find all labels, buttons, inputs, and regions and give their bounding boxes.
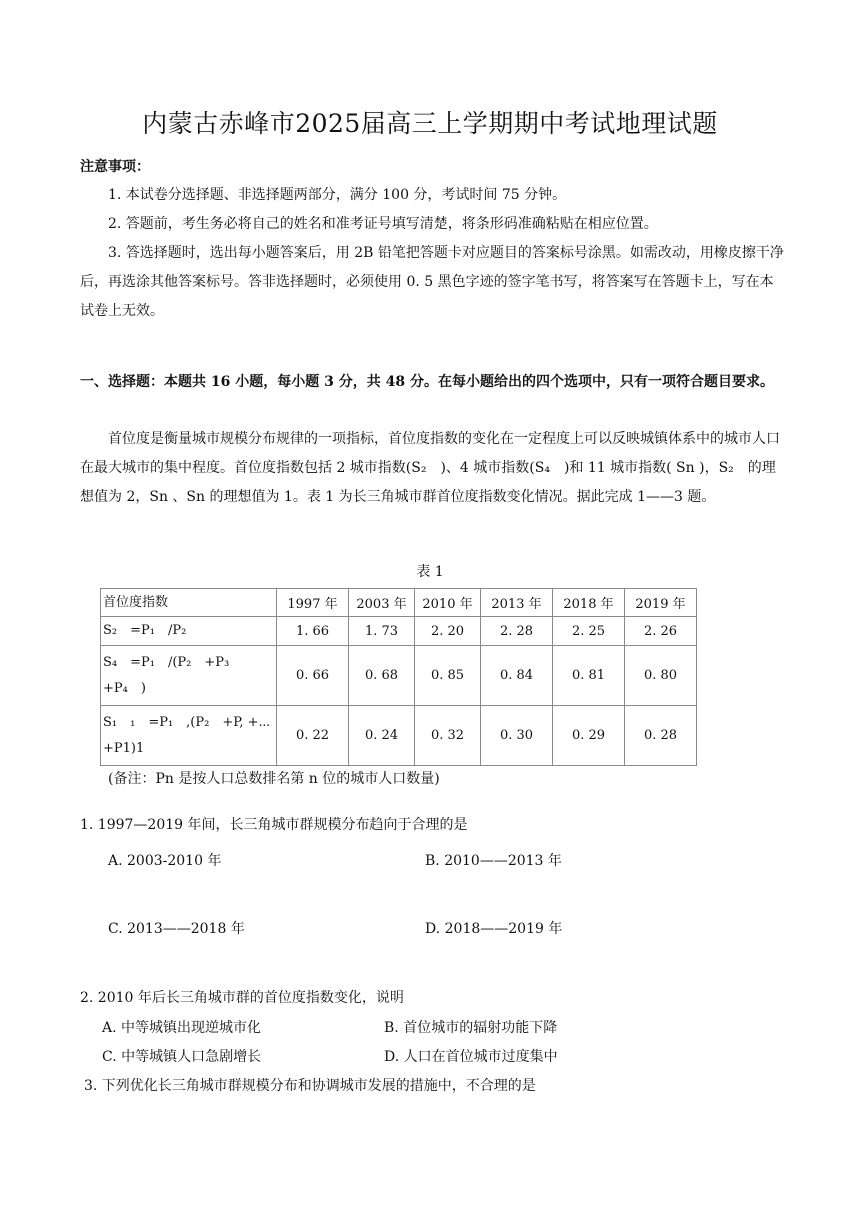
page-title: 内蒙古赤峰市2025届高三上学期期中考试地理试题 <box>142 109 718 138</box>
table-header-cell: 2018 年 <box>553 589 625 617</box>
table-cell: 0. 81 <box>553 646 625 706</box>
table-header-cell: 2019 年 <box>625 589 697 617</box>
table-cell: 0. 30 <box>481 706 553 766</box>
table-cell: 0. 85 <box>415 646 481 706</box>
note-item-2: 2. 答题前，考生务必将自己的姓名和准考证号填写清楚，将条形码准确粘贴在相应位置。 <box>108 216 658 232</box>
table-row <box>101 706 697 766</box>
table-cell: 0. 68 <box>349 646 415 706</box>
notes-heading: 注意事项： <box>80 159 150 175</box>
question-1-option-d: D. 2018——2019 年 <box>425 921 563 937</box>
question-2-option-d: D. 人口在首位城市过度集中 <box>384 1049 558 1065</box>
table-cell: 2. 28 <box>481 617 553 646</box>
table-cell: 0. 66 <box>277 646 349 706</box>
table-cell: 0. 80 <box>625 646 697 706</box>
table-header-cell: 2003 年 <box>349 589 415 617</box>
table-cell: 0. 28 <box>625 706 697 766</box>
table-cell: 0. 29 <box>553 706 625 766</box>
data-table <box>100 588 697 766</box>
table-cell: 0. 32 <box>415 706 481 766</box>
table-note: (备注：Pn 是按人口总数排名第 n 位的城市人口数量) <box>108 771 440 787</box>
question-2-option-a: A. 中等城镇出现逆城市化 <box>102 1020 262 1036</box>
table-cell: 2. 26 <box>625 617 697 646</box>
table-cell: 1. 66 <box>277 617 349 646</box>
table-cell: 0. 24 <box>349 706 415 766</box>
question-1-option-a: A. 2003-2010 年 <box>108 853 222 869</box>
section-heading: 一、选择题：本题共 16 小题，每小题 3 分，共 48 分。在每小题给出的四个选项中，只有一项符合题目要求。 <box>80 374 774 390</box>
question-1-option-c: C. 2013——2018 年 <box>108 921 245 937</box>
table-cell: 0. 22 <box>277 706 349 766</box>
question-3-stem: 3. 下列优化长三角城市群规模分布和协调城市发展的措施中，不合理的是 <box>84 1078 536 1094</box>
table-header-cell: 2010 年 <box>415 589 481 617</box>
row-label: S₂ =P₁ /P₂ <box>101 617 277 646</box>
table-header-cell: 1997 年 <box>277 589 349 617</box>
table-cell: 2. 20 <box>415 617 481 646</box>
table-cell: 2. 25 <box>553 617 625 646</box>
question-2-option-c: C. 中等城镇人口急剧增长 <box>102 1049 262 1065</box>
note-item-3: 3. 答选择题时，选出每小题答案后，用 2B 铅笔把答题卡对应题目的答案标号涂黑。如需改动，用橡皮擦干净后，再选涂其他答案标号。答非选择题时，必须使用 0. 5 黑色字迹的签字笔书写，将答案写在答题卡上，写在本试卷上无效。 <box>80 245 784 319</box>
question-2-stem: 2. 2010 年后长三角城市群的首位度指数变化，说明 <box>80 990 404 1006</box>
table-row <box>101 617 697 646</box>
row-label: S₁ ₁ =P₁ ,(P₂ +P, +⋯+P1)1 <box>101 706 277 766</box>
table-caption: 表 1 <box>416 564 444 580</box>
table-cell: 1. 73 <box>349 617 415 646</box>
question-2-option-b: B. 首位城市的辐射功能下降 <box>384 1020 558 1036</box>
row-label: S₄ =P₁ /(P₂ +P₃ +P₄ ) <box>101 646 277 706</box>
note-item-1: 1. 本试卷分选择题、非选择题两部分，满分 100 分，考试时间 75 分钟。 <box>108 187 567 203</box>
question-1-option-b: B. 2010——2013 年 <box>425 853 562 869</box>
intro-paragraph: 首位度是衡量城市规模分布规律的一项指标，首位度指数的变化在一定程度上可以反映城镇体系中的城市人口在最大城市的集中程度。首位度指数包括 2 城市指数(S₂ )、4 城市指数(S₄ )和 11 城市指数( Sn )，S₂ 的理想值为 2，Sn 、Sn 的理想值为 1。表 1 为长三角城市群首位度指数变化情况。据此完成 1——3 题。 <box>80 431 780 505</box>
table-header-cell: 2013 年 <box>481 589 553 617</box>
table-header-row <box>101 589 697 617</box>
table-header-cell: 首位度指数 <box>101 589 277 617</box>
table-cell: 0. 84 <box>481 646 553 706</box>
question-1-stem: 1. 1997—2019 年间，长三角城市群规模分布趋向于合理的是 <box>80 817 468 833</box>
table-row <box>101 646 697 706</box>
